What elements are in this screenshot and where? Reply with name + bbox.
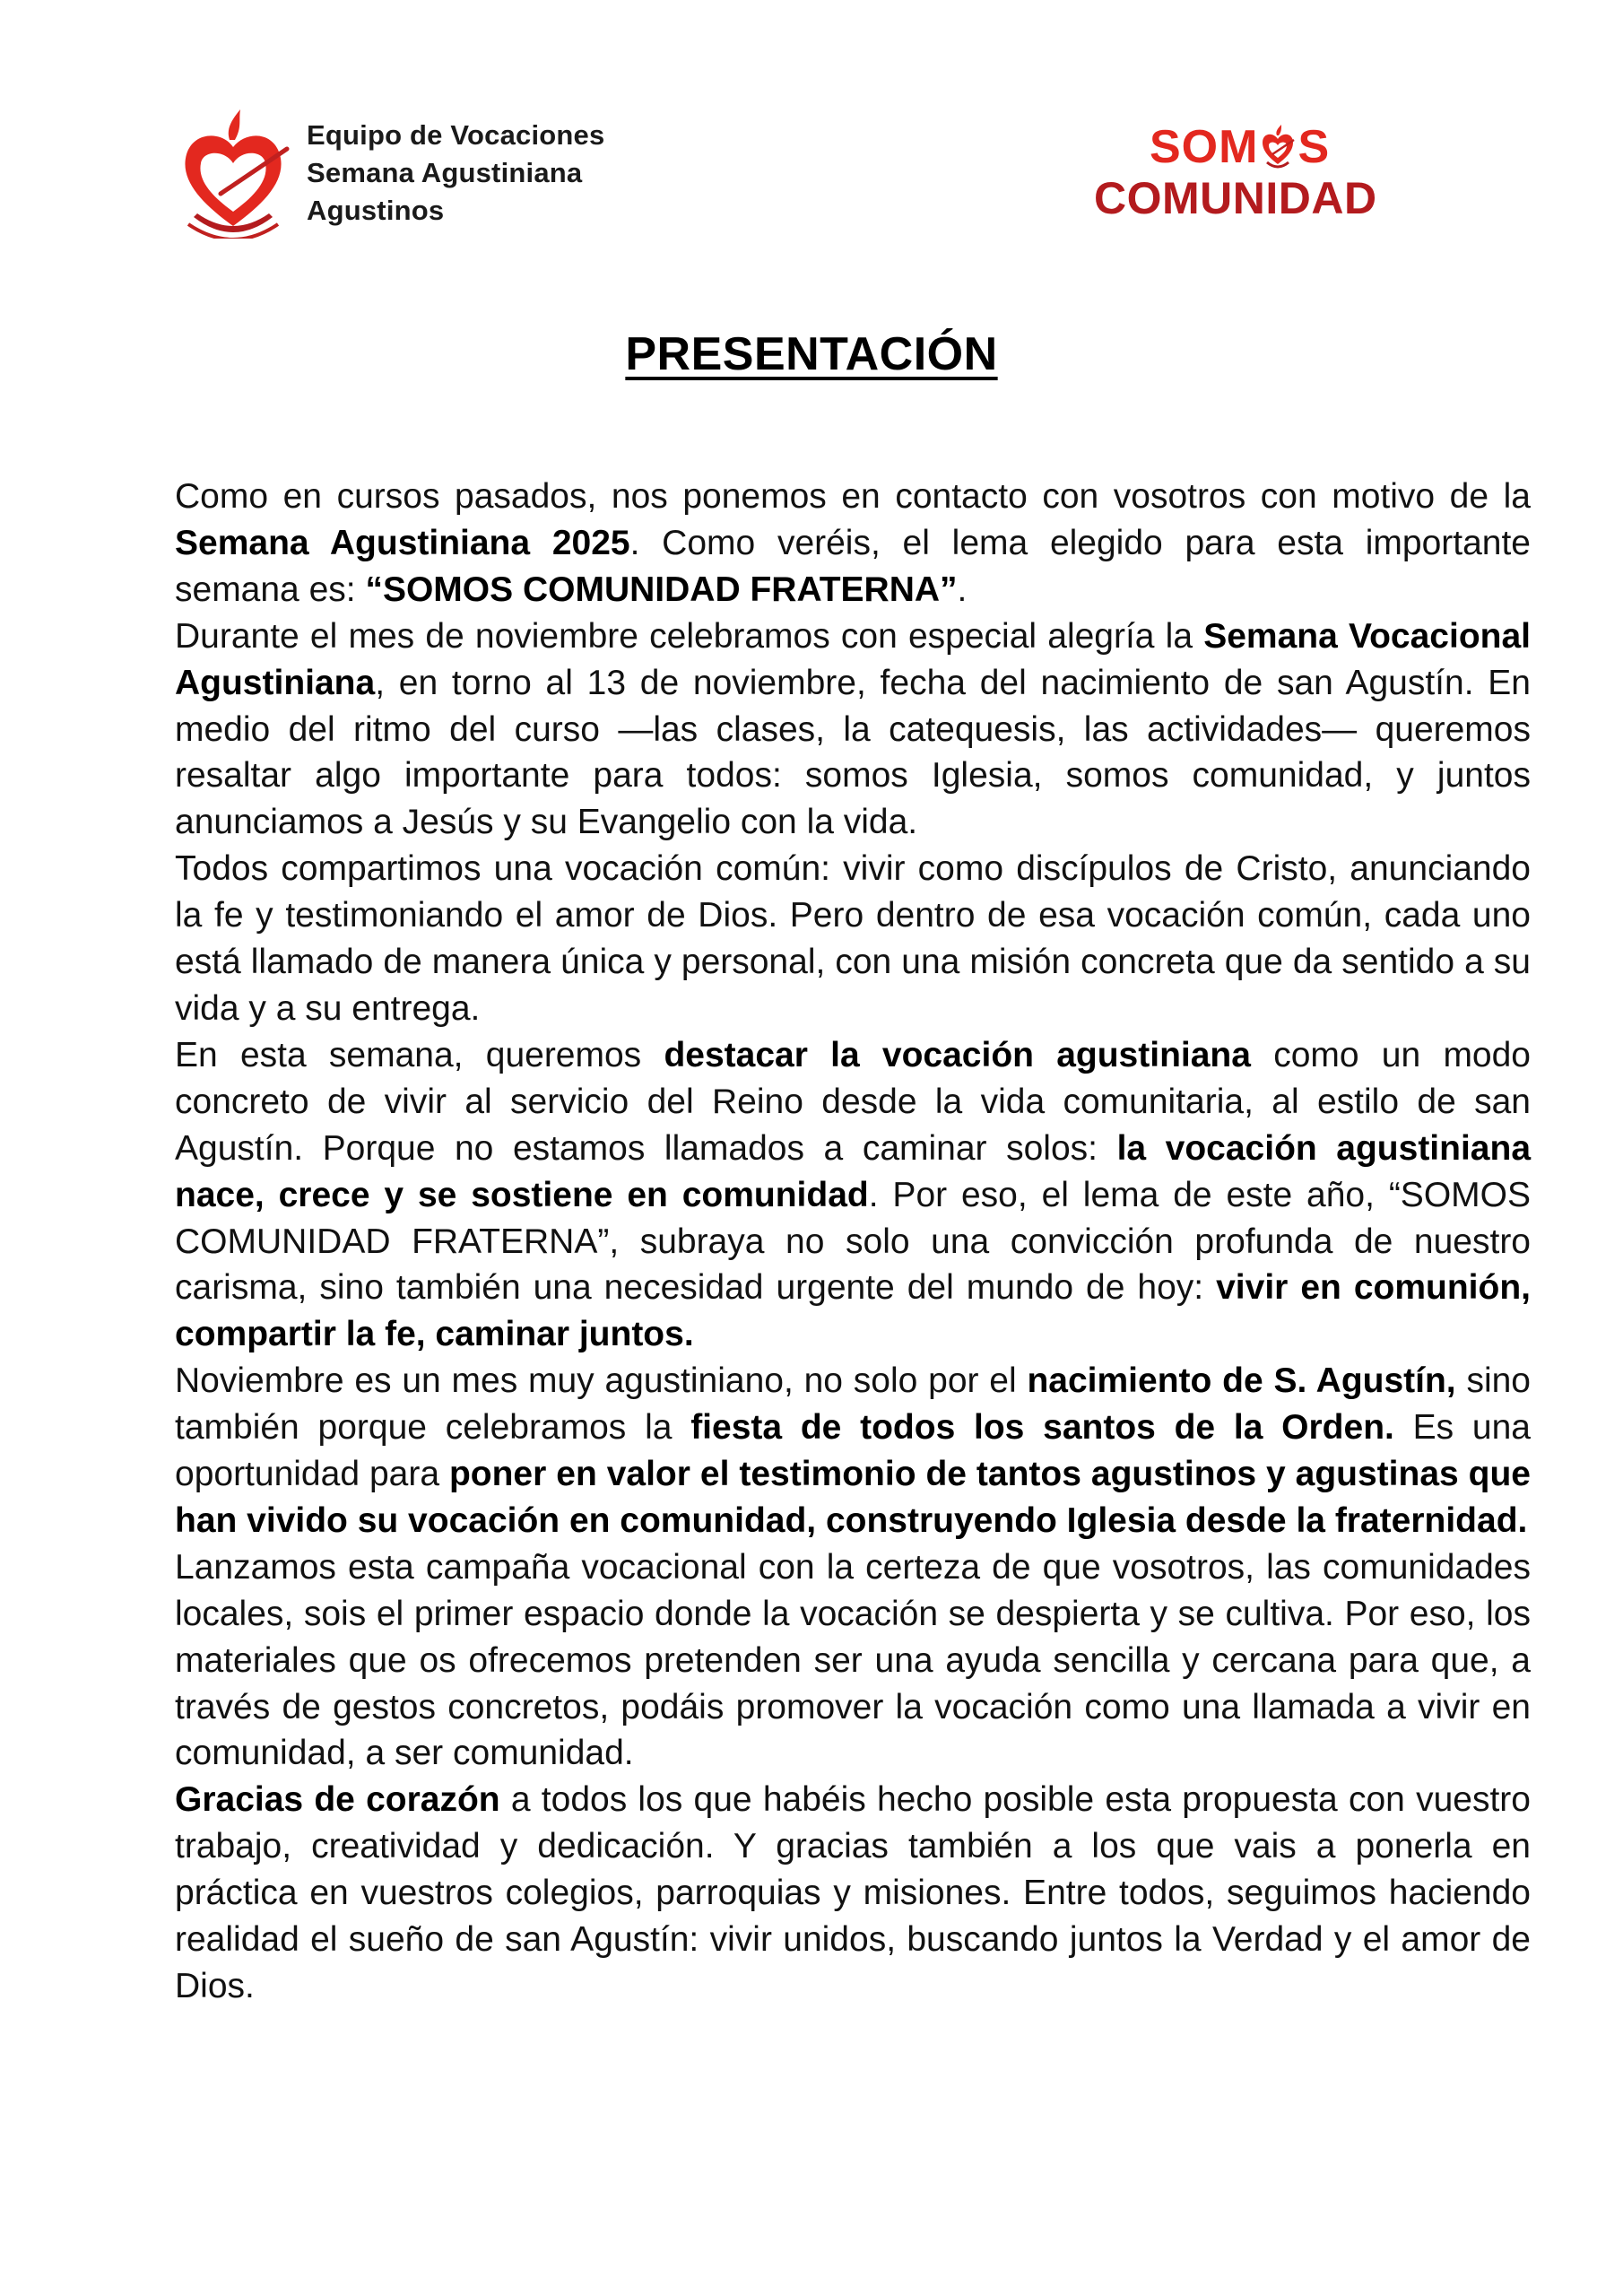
org-line-order: Agustinos [307, 195, 445, 226]
org-line-team: Equipo de Vocaciones [307, 119, 605, 151]
bold-text: destacar la vocación agustiniana [664, 1035, 1251, 1074]
text-run: como un modo concreto de vivir al servicio del Reino desde la vida comunitaria, al estilo de san Agustín. Porque no estamos llamados a caminar solos: [175, 1035, 1531, 1168]
bold-text: vivir en comunión, compartir la fe, caminar juntos. [175, 1268, 1531, 1354]
logo-somos-right: S [1298, 121, 1331, 173]
bold-text: fiesta de todos los santos de la Orden. [690, 1408, 1394, 1448]
text-run: , en torno al 13 de noviembre, fecha del nacimiento de san Agustín. En medio del ritmo del curso —las clases, la catequesis, las actividades— queremos resaltar algo importante para todos: somos Iglesia, somos comunidad, y juntos anunciamos a Jesús y su Evangelio con la vida. [175, 663, 1531, 842]
logo-line-somos [1150, 121, 1331, 173]
text-run: Es una oportunidad para [175, 1408, 1531, 1494]
text-run: sino también porque celebramos la [175, 1361, 1531, 1448]
page-header [0, 99, 1623, 242]
logo-somos-left: SOM [1150, 121, 1259, 173]
text-run: Durante el mes de noviembre celebramos con especial alegría la [175, 616, 1204, 656]
paragraph [175, 1358, 1531, 1544]
paragraph [175, 474, 1531, 613]
page-title: PRESENTACIÓN [625, 328, 998, 380]
text-run: . [957, 570, 968, 609]
text-run: Todos compartimos una vocación común: vivir como discípulos de Cristo, anunciando la fe y testimoniando el amor de Dios. Pero dentro de esa vocación común, cada uno está llamado de manera única y personal, con una misión concreta que da sentido a su vida y a su entrega. [175, 849, 1531, 1028]
paragraph [175, 1032, 1531, 1358]
bold-text: “SOMOS COMUNIDAD FRATERNA” [365, 570, 958, 609]
paragraph [175, 846, 1531, 1032]
paragraph [175, 613, 1531, 847]
paragraph [175, 1777, 1531, 2010]
bold-text: Semana Vocacional Agustiniana [175, 616, 1531, 702]
text-run: En esta semana, queremos [175, 1035, 664, 1074]
text-run: Lanzamos esta campaña vocacional con la certeza de que vosotros, las comunidades locales, sois el primer espacio donde la vocación se despierta y se cultiva. Por eso, los materiales que os ofrecemos pretenden ser una ayuda sencilla y cercana para que, a través de gestos concretos, podáis promover la vocación como una llamada a vivir en comunidad, a ser comunidad. [175, 1547, 1531, 1773]
heart-logo-icon [176, 104, 292, 239]
text-run: . Por eso, el lema de este año, “SOMOS COMUNIDAD FRATERNA”, subraya no solo una convicción profunda de nuestro carisma, sino también una necesidad urgente del mundo de hoy: [175, 1175, 1531, 1308]
organization-name [307, 117, 604, 230]
paragraph [175, 1544, 1531, 1778]
text-run: . Como veréis, el lema elegido para esta importante semana es: [175, 523, 1531, 609]
page-title-wrap [0, 327, 1623, 381]
bold-text: Semana Agustiniana 2025 [175, 523, 630, 562]
bold-text: la vocación agustiniana nace, crece y se sostiene en comunidad [175, 1128, 1532, 1214]
bold-text: nacimiento de S. Agustín, [1027, 1361, 1456, 1401]
heart-o-icon [1260, 125, 1296, 170]
text-run: Noviembre es un mes muy agustiniano, no solo por el [175, 1361, 1028, 1401]
org-line-week: Semana Agustiniana [307, 157, 583, 188]
bold-text: Gracias de corazón [175, 1780, 500, 1820]
somos-comunidad-logo [1094, 117, 1426, 224]
text-run: Como en cursos pasados, nos ponemos en contacto con vosotros con motivo de la [175, 477, 1531, 516]
logo-line-comunidad: COMUNIDAD [1094, 173, 1377, 223]
document-body [175, 474, 1531, 2010]
bold-text: poner en valor el testimonio de tantos agustinos y agustinas que han vivido su vocación en comunidad, construyendo Iglesia desde la fraternidad. [175, 1455, 1531, 1540]
text-run: a todos los que habéis hecho posible esta propuesta con vuestro trabajo, creatividad y dedicación. Y gracias también a los que vais a ponerla en práctica en vuestros colegios, parroquias y misiones. Entre todos, seguimos haciendo realidad el sueño de san Agustín: vivir unidos, buscando juntos la Verdad y el amor de Dios. [175, 1780, 1531, 2005]
